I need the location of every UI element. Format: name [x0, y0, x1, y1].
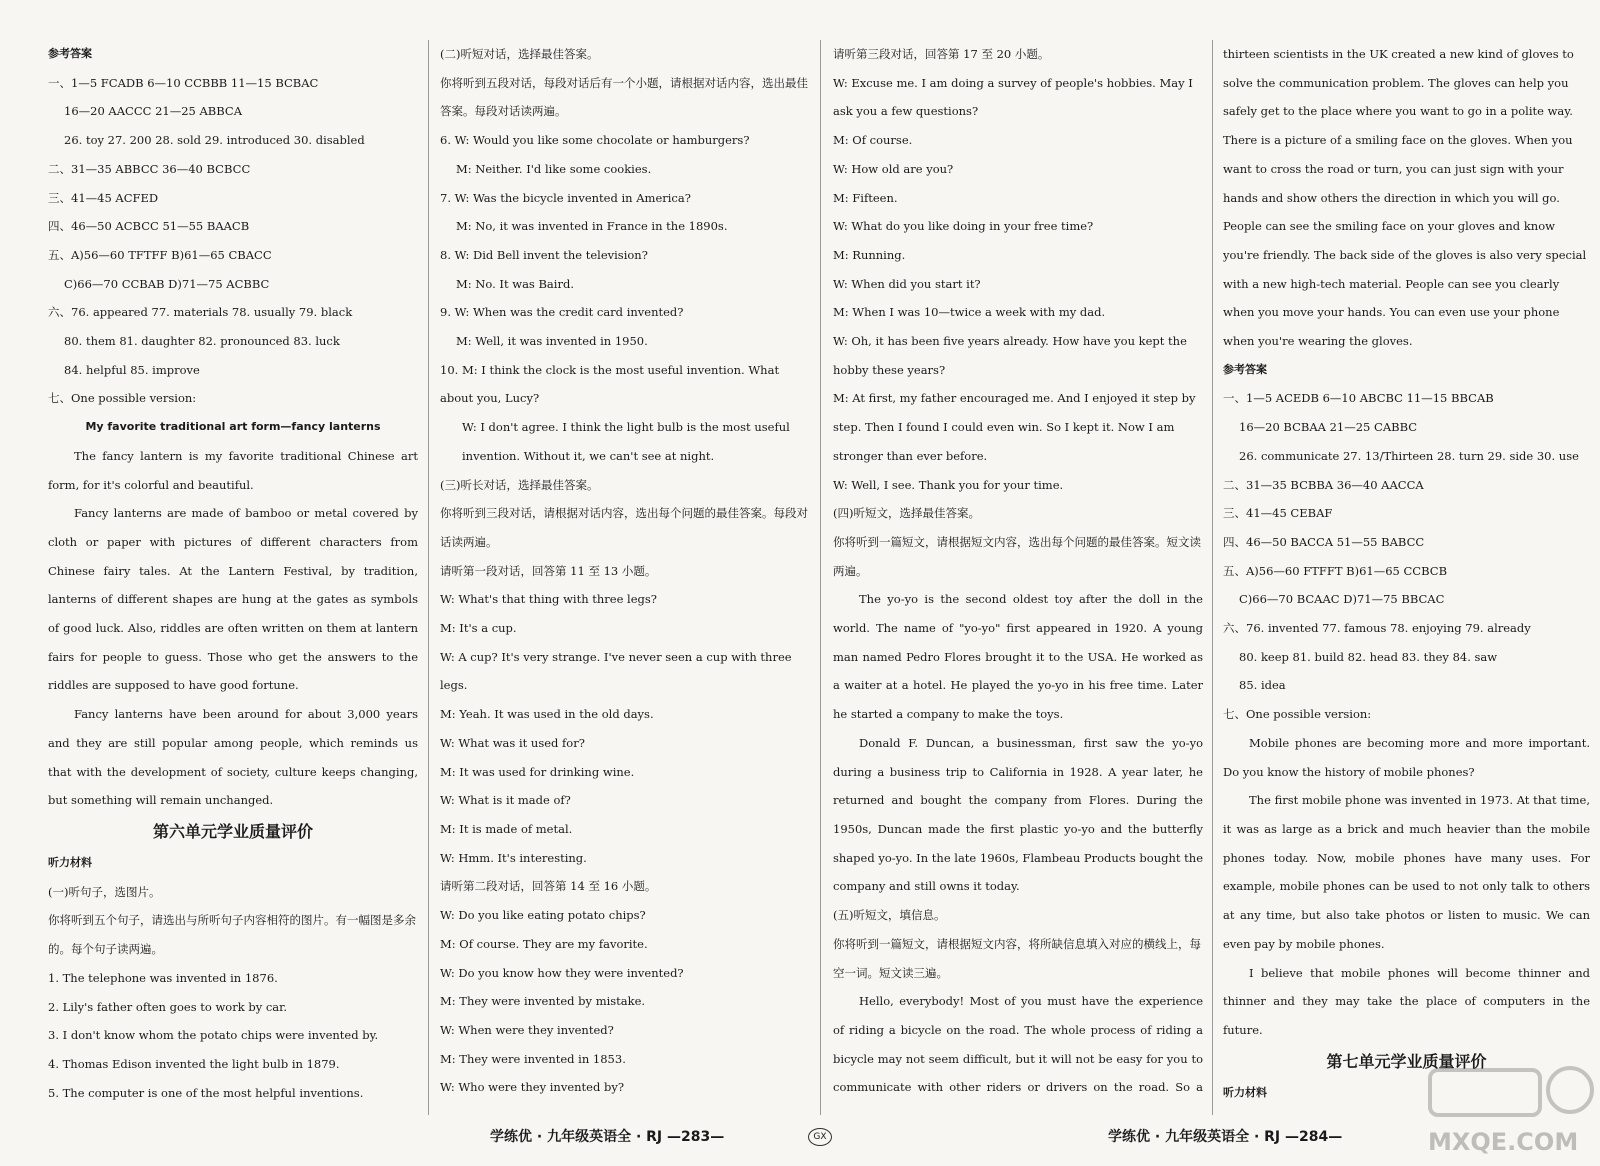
text-line: 四、46—50 ACBCC 51—55 BAACB	[48, 219, 250, 234]
text-line: 5. The computer is one of the most helpful inventions.	[48, 1085, 364, 1100]
text-line: 你将听到五段对话，每段对话后有一个小题，请根据对话内容，选出最佳答案。每段对话读两遍。	[440, 75, 808, 119]
text-line: My favorite traditional art form—fancy lanterns	[85, 420, 381, 434]
text-line: M: At first, my father encouraged me. And I enjoyed it step by step. Then I found I could even win. So I kept it. Now I am stronger than ever before.	[833, 391, 1196, 463]
text-line: 26. communicate 27. 13/Thirteen 28. turn 29. side 30. use	[1239, 448, 1579, 463]
text-line: M: Running.	[833, 247, 906, 262]
footer-page-left: 学练优 · 九年级英语全 · RJ —283—	[490, 1129, 725, 1145]
text-line: W: Do you like eating potato chips?	[440, 908, 646, 923]
text-line: W: Do you know how they were invented?	[440, 965, 684, 980]
text-line: C)66—70 BCAAC D)71—75 BBCAC	[1239, 592, 1445, 607]
text-line: 三、41—45 ACFED	[48, 190, 159, 205]
watermark-logo	[1420, 1060, 1595, 1160]
text-line: 五、A)56—60 FTFFT B)61—65 CCBCB	[1223, 563, 1448, 578]
text-line: 请听第三段对话，回答第 17 至 20 小题。	[833, 47, 1050, 61]
text-line: 你将听到五个句子，请选出与所听句子内容相符的图片。有一幅图是多余的。每个句子读两遍。	[48, 913, 416, 957]
text-line: Mobile phones are becoming more and more important. Do you know the history of mobile phones?	[1223, 735, 1590, 779]
text-line: M: It's a cup.	[440, 621, 517, 636]
footer-page-right: 学练优 · 九年级英语全 · RJ —284—	[1108, 1129, 1343, 1145]
text-line: W: What's that thing with three legs?	[440, 592, 657, 607]
text-line: 1. The telephone was invented in 1876.	[48, 970, 278, 985]
column-divider	[820, 40, 821, 1115]
text-line: 参考答案	[48, 47, 92, 60]
text-line: (四)听短文，选择最佳答案。	[833, 506, 980, 521]
text-line: I believe that mobile phones will become thinner and thinner and they may take the place of computers in the future.	[1223, 965, 1590, 1037]
text-line: 2. Lily's father often goes to work by car.	[48, 999, 288, 1014]
text-line: 7. W: Was the bicycle invented in America?	[440, 190, 691, 205]
text-line: The first mobile phone was invented in 1973. At that time, it was as large as a brick and much heavier than the mobile phones today. Now, mobile phones have many uses. For example, mobile phones can be used to not only talk to others at any time, but also take photos or listen to music. We can even pay by mobile phones.	[1223, 793, 1590, 951]
text-line: 你将听到三段对话，请根据对话内容，选出每个问题的最佳答案。每段对话读两遍。	[440, 506, 808, 549]
text-line: 第七单元学业质量评价	[1326, 1051, 1487, 1071]
text-line: 3. I don't know whom the potato chips were invented by.	[48, 1028, 379, 1043]
text-line: M: Yeah. It was used in the old days.	[440, 707, 654, 722]
column-1	[48, 40, 418, 1110]
text-line: 你将听到一篇短文，请根据短文内容，将所缺信息填入对应的横线上，每空一词。短文读三遍。	[833, 936, 1201, 980]
text-line: 七、One possible version:	[1223, 707, 1372, 722]
text-line: W: I don't agree. I think the light bulb is the most useful invention. Without it, we can't see at night.	[462, 420, 790, 463]
text-line: (一)听句子，选图片。	[48, 884, 161, 899]
text-line: W: How old are you?	[833, 161, 954, 176]
column-divider	[1212, 40, 1213, 1115]
text-line: (三)听长对话，选择最佳答案。	[440, 477, 599, 492]
text-line: 请听第一段对话，回答第 11 至 13 小题。	[440, 563, 657, 578]
text-line: 一、1—5 FCADB 6—10 CCBBB 11—15 BCBAC	[48, 75, 319, 90]
text-line: 84. helpful 85. improve	[64, 362, 200, 377]
center-mark: GX	[808, 1128, 832, 1146]
text-line: 10. M: I think the clock is the most useful invention. What about you, Lucy?	[440, 362, 780, 406]
text-line: Hello, everybody! Most of you must have the experience of riding a bicycle on the road. The whole process of riding a bicycle may not seem difficult, but it will not be easy for you to communicate with other riders or drivers on the road. So a	[833, 994, 1203, 1095]
text-line: 二、31—35 ABBCC 36—40 BCBCC	[48, 161, 251, 176]
text-line: M: Of course. They are my favorite.	[440, 936, 648, 951]
text-line: 请听第二段对话，回答第 14 至 16 小题。	[440, 879, 657, 894]
text-line: 8. W: Did Bell invent the television?	[440, 247, 648, 262]
text-line: W: Who were they invented by?	[440, 1080, 625, 1095]
text-line: W: What is it made of?	[440, 793, 571, 808]
watermark-text: MXQE.COM	[1428, 1128, 1579, 1156]
text-line: W: What do you like doing in your free time?	[833, 219, 1094, 234]
text-line: 80. them 81. daughter 82. pronounced 83. luck	[64, 334, 340, 349]
text-line: M: It is made of metal.	[440, 821, 573, 836]
column-2	[440, 40, 810, 1110]
text-line: M: No. It was Baird.	[456, 276, 574, 291]
text-line: 一、1—5 ACEDB 6—10 ABCBC 11—15 BBCAB	[1223, 391, 1494, 406]
text-line: The yo-yo is the second oldest toy after the doll in the world. The name of "yo-yo" first appeared in 1920. A young man named Pedro Flores brought it to the USA. He worked as a waiter at a hotel. He played the yo-yo in his free time. Later he started a company to make the toys.	[833, 592, 1203, 722]
text-line: 二、31—35 BCBBA 36—40 AACCA	[1223, 477, 1424, 492]
text-line: M: When I was 10—twice a week with my dad.	[833, 305, 1106, 320]
text-line: Fancy lanterns have been around for about 3,000 years and they are still popular among people, which reminds us that with the development of society, culture keeps changing, but something will remain unchanged.	[48, 707, 418, 808]
text-line: W: Hmm. It's interesting.	[440, 850, 587, 865]
text-line: W: Oh, it has been five years already. How have you kept the hobby these years?	[833, 334, 1187, 377]
text-line: 七、One possible version:	[48, 391, 197, 406]
text-line: W: When were they invented?	[440, 1022, 614, 1037]
text-line: 26. toy 27. 200 28. sold 29. introduced 30. disabled	[64, 133, 365, 148]
column-4	[1223, 40, 1590, 1110]
text-line: 9. W: When was the credit card invented?	[440, 305, 684, 320]
text-line: 85. idea	[1239, 678, 1286, 693]
text-line: M: Well, it was invented in 1950.	[456, 334, 648, 349]
text-line: 听力材料	[48, 855, 92, 869]
text-line: 第六单元学业质量评价	[152, 821, 313, 841]
text-line: M: They were invented by mistake.	[440, 994, 646, 1009]
text-line: 4. Thomas Edison invented the light bulb in 1879.	[48, 1056, 340, 1071]
text-line: W: When did you start it?	[833, 276, 981, 291]
text-line: M: It was used for drinking wine.	[440, 764, 635, 779]
text-line: 参考答案	[1223, 362, 1267, 376]
text-line: 听力材料	[1223, 1085, 1267, 1099]
text-line: thirteen scientists in the UK created a new kind of gloves to solve the communication problem. The gloves can help you safely get to the place where you want to go in a polite way. There is a picture of a smiling face on the gloves. When you want to cross the road or turn, you can just sign with your hands and show others the direction in which you will go. People can see the smiling face on your gloves and know you're friendly. The back side of the gloves is also very special with a new high-tech material. People can see you clearly when you move your hands. You can even use your phone when you're wearing the gloves.	[1223, 47, 1587, 349]
text-line: 六、76. appeared 77. materials 78. usually 79. black	[48, 305, 353, 320]
text-line: 6. W: Would you like some chocolate or hamburgers?	[440, 133, 750, 148]
column-3	[833, 40, 1203, 1110]
text-line: 你将听到一篇短文，请根据短文内容，选出每个问题的最佳答案。短文读两遍。	[833, 534, 1201, 578]
text-line: Donald F. Duncan, a businessman, first saw the yo-yo during a business trip to California in 1928. A year later, he returned and bought the company from Flores. During the 1950s, Duncan made the first plastic yo-yo and the butterfly shaped yo-yo. In the late 1960s, Flambeau Products bought the company and still owns it today.	[833, 735, 1203, 894]
text-line: 16—20 AACCC 21—25 ABBCA	[64, 104, 243, 119]
text-line: W: Well, I see. Thank you for your time.	[833, 477, 1064, 492]
text-line: W: Excuse me. I am doing a survey of people's hobbies. May I ask you a few questions?	[833, 75, 1193, 119]
text-line: M: No, it was invented in France in the 1890s.	[456, 219, 728, 234]
text-line: M: They were invented in 1853.	[440, 1051, 626, 1066]
text-line: M: Fifteen.	[833, 190, 898, 205]
text-line: (二)听短对话，选择最佳答案。	[440, 47, 599, 61]
text-line: W: What was it used for?	[440, 735, 585, 750]
text-line: 六、76. invented 77. famous 78. enjoying 79. already	[1223, 621, 1531, 636]
text-line: 四、46—50 BACCA 51—55 BABCC	[1223, 534, 1425, 549]
text-line: 80. keep 81. build 82. head 83. they 84. saw	[1239, 649, 1498, 664]
text-line: C)66—70 CCBAB D)71—75 ACBBC	[64, 276, 270, 291]
text-line: 三、41—45 CEBAF	[1223, 506, 1333, 521]
text-line: (五)听短文，填信息。	[833, 908, 946, 923]
text-line: Fancy lanterns are made of bamboo or metal covered by cloth or paper with pictures of different characters from Chinese fairy tales. At the Lantern Festival, by tradition, lanterns of different shapes are hung at the gates as symbols of good luck. Also, riddles are often written on them at lantern fairs for people to guess. Those who get the answers to the riddles are supposed to have good fortune.	[48, 506, 418, 693]
text-line: 五、A)56—60 TFTFF B)61—65 CBACC	[48, 247, 272, 262]
column-divider	[428, 40, 429, 1115]
text-line	[440, 1102, 810, 1110]
text-line: M: Neither. I'd like some cookies.	[456, 161, 652, 176]
text-line: 16—20 BCBAA 21—25 CABBC	[1239, 420, 1418, 435]
text-line: W: A cup? It's very strange. I've never seen a cup with three legs.	[440, 649, 792, 693]
text-line: The fancy lantern is my favorite traditional Chinese art form, for it's colorful and beautiful.	[48, 448, 418, 492]
text-line: M: Of course.	[833, 133, 913, 148]
